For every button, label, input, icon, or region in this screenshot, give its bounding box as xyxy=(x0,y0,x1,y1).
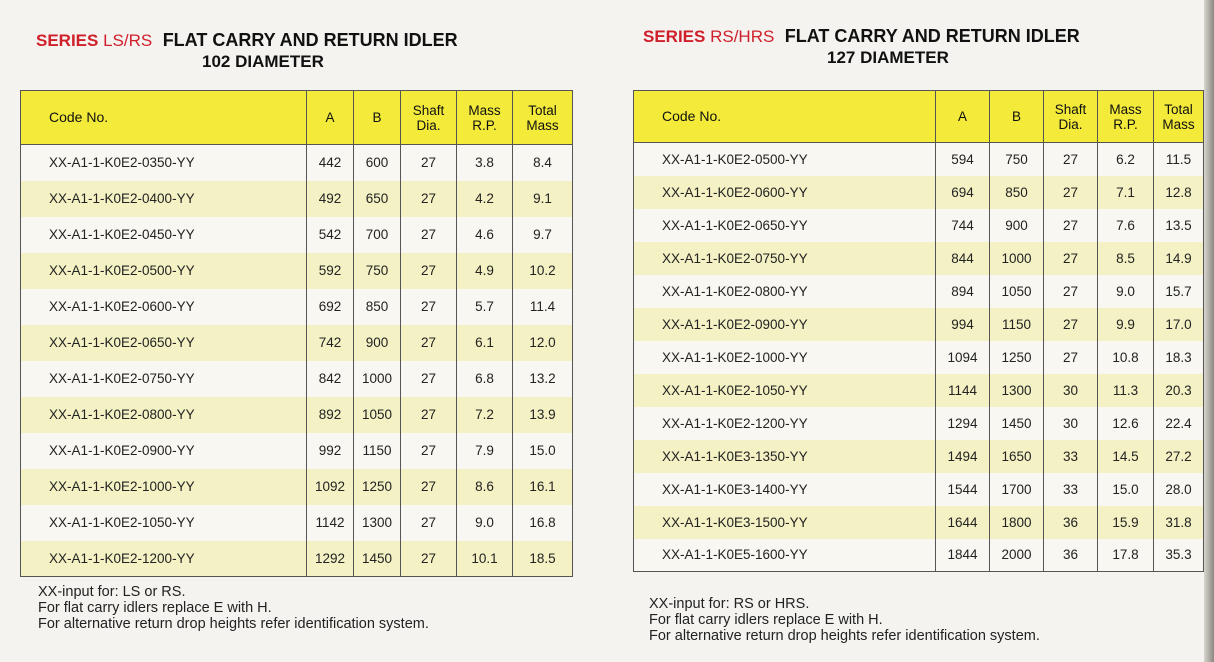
mass-rp-cell: 9.0 xyxy=(457,505,513,541)
right-note-flat-carry: For flat carry idlers replace E with H. xyxy=(649,612,883,628)
b-cell: 1300 xyxy=(990,374,1044,407)
a-cell: 694 xyxy=(936,176,990,209)
code-no-cell: XX-A1-1-K0E2-0750-YY xyxy=(21,361,307,397)
code-no-cell: XX-A1-1-K0E5-1600-YY xyxy=(634,539,936,572)
a-cell: 542 xyxy=(307,217,354,253)
code-no-cell: XX-A1-1-K0E2-0500-YY xyxy=(634,143,936,176)
a-cell: 492 xyxy=(307,181,354,217)
table-row xyxy=(21,145,573,181)
a-cell: 594 xyxy=(936,143,990,176)
b-cell: 1150 xyxy=(354,433,401,469)
left-notes xyxy=(38,584,429,632)
shaft-dia-cell: 36 xyxy=(1044,506,1098,539)
total-mass-header xyxy=(1154,91,1204,143)
a-cell: 844 xyxy=(936,242,990,275)
a-cell: 992 xyxy=(307,433,354,469)
shaft-dia-cell: 27 xyxy=(1044,209,1098,242)
code-no-cell: XX-A1-1-K0E2-0500-YY xyxy=(21,253,307,289)
mass-rp-cell: 3.8 xyxy=(457,145,513,181)
right-spec-table xyxy=(633,90,1204,572)
mass-rp-cell: 17.8 xyxy=(1098,539,1154,572)
b-cell: 600 xyxy=(354,145,401,181)
total-mass-cell: 15.0 xyxy=(513,433,573,469)
a-cell: 994 xyxy=(936,308,990,341)
mass-rp-cell: 6.1 xyxy=(457,325,513,361)
b-cell: 650 xyxy=(354,181,401,217)
table-row xyxy=(634,506,1204,539)
shaft-header-line2: Dia. xyxy=(416,117,441,133)
table-row xyxy=(21,397,573,433)
table-row xyxy=(634,242,1204,275)
total-mass-cell: 17.0 xyxy=(1154,308,1204,341)
total-mass-cell: 35.3 xyxy=(1154,539,1204,572)
shaft-dia-cell: 27 xyxy=(401,181,457,217)
total-mass-cell: 9.7 xyxy=(513,217,573,253)
shaft-header-line2: Dia. xyxy=(1058,116,1083,132)
right-heading xyxy=(643,26,1203,70)
shaft-dia-cell: 27 xyxy=(401,145,457,181)
table-row xyxy=(21,217,573,253)
total-header-line2: Mass xyxy=(1162,116,1195,132)
mass-rp-cell: 9.9 xyxy=(1098,308,1154,341)
a-cell: 1292 xyxy=(307,541,354,577)
a-cell: 1844 xyxy=(936,539,990,572)
shaft-dia-cell: 27 xyxy=(1044,176,1098,209)
mass-rp-cell: 6.2 xyxy=(1098,143,1154,176)
shaft-dia-cell: 27 xyxy=(401,253,457,289)
table-row xyxy=(21,361,573,397)
b-cell: 1650 xyxy=(990,440,1044,473)
total-mass-cell: 28.0 xyxy=(1154,473,1204,506)
b-cell: 1450 xyxy=(990,407,1044,440)
shaft-dia-cell: 27 xyxy=(1044,275,1098,308)
total-mass-cell: 20.3 xyxy=(1154,374,1204,407)
table-row xyxy=(21,289,573,325)
right-title: FLAT CARRY AND RETURN IDLER xyxy=(784,26,1080,46)
shaft-dia-header xyxy=(401,91,457,145)
b-cell: 850 xyxy=(990,176,1044,209)
code-no-cell: XX-A1-1-K0E2-0600-YY xyxy=(634,176,936,209)
b-cell: 850 xyxy=(354,289,401,325)
mass-rp-cell: 7.9 xyxy=(457,433,513,469)
right-header-row xyxy=(634,91,1204,143)
b-cell: 1000 xyxy=(354,361,401,397)
page-edge xyxy=(1204,0,1214,662)
a-cell: 742 xyxy=(307,325,354,361)
left-spec-table xyxy=(20,90,573,577)
total-mass-cell: 31.8 xyxy=(1154,506,1204,539)
mass-rp-cell: 4.2 xyxy=(457,181,513,217)
mass-rp-cell: 7.2 xyxy=(457,397,513,433)
b-cell: 2000 xyxy=(990,539,1044,572)
mass-rp-cell: 12.6 xyxy=(1098,407,1154,440)
shaft-dia-header xyxy=(1044,91,1098,143)
mass-rp-header xyxy=(457,91,513,145)
code-no-cell: XX-A1-1-K0E2-1200-YY xyxy=(634,407,936,440)
total-mass-cell: 10.2 xyxy=(513,253,573,289)
total-mass-cell: 11.4 xyxy=(513,289,573,325)
shaft-header-line1: Shaft xyxy=(1054,101,1087,117)
left-title: FLAT CARRY AND RETURN IDLER xyxy=(162,30,458,50)
mass-header-line1: Mass xyxy=(468,102,501,118)
table-row xyxy=(21,541,573,577)
b-cell: 1050 xyxy=(354,397,401,433)
shaft-dia-cell: 27 xyxy=(401,469,457,505)
total-header-line1: Total xyxy=(1164,101,1193,117)
total-mass-cell: 13.9 xyxy=(513,397,573,433)
mass-rp-cell: 11.3 xyxy=(1098,374,1154,407)
b-header: B xyxy=(354,91,401,145)
a-cell: 592 xyxy=(307,253,354,289)
shaft-dia-cell: 27 xyxy=(401,361,457,397)
mass-rp-cell: 9.0 xyxy=(1098,275,1154,308)
right-series-code: RS/HRS xyxy=(710,27,775,46)
code-no-cell: XX-A1-1-K0E2-0600-YY xyxy=(21,289,307,325)
mass-header-line2: R.P. xyxy=(472,117,497,133)
mass-rp-cell: 8.6 xyxy=(457,469,513,505)
a-cell: 842 xyxy=(307,361,354,397)
left-series-label xyxy=(36,31,152,50)
left-series-word: SERIES xyxy=(36,31,99,50)
shaft-dia-cell: 27 xyxy=(401,433,457,469)
shaft-dia-cell: 27 xyxy=(401,289,457,325)
b-cell: 750 xyxy=(990,143,1044,176)
a-header: A xyxy=(307,91,354,145)
table-row xyxy=(634,407,1204,440)
code-no-cell: XX-A1-1-K0E2-0650-YY xyxy=(634,209,936,242)
a-cell: 892 xyxy=(307,397,354,433)
total-mass-cell: 16.1 xyxy=(513,469,573,505)
total-mass-cell: 13.5 xyxy=(1154,209,1204,242)
shaft-dia-cell: 27 xyxy=(401,505,457,541)
b-cell: 1150 xyxy=(990,308,1044,341)
a-cell: 1644 xyxy=(936,506,990,539)
total-mass-cell: 15.7 xyxy=(1154,275,1204,308)
total-mass-cell: 18.5 xyxy=(513,541,573,577)
b-cell: 700 xyxy=(354,217,401,253)
code-no-cell: XX-A1-1-K0E2-0800-YY xyxy=(634,275,936,308)
code-no-cell: XX-A1-1-K0E2-0800-YY xyxy=(21,397,307,433)
code-no-cell: XX-A1-1-K0E3-1350-YY xyxy=(634,440,936,473)
left-note-return-drop: For alternative return drop heights refer identification system. xyxy=(38,616,429,632)
a-cell: 1294 xyxy=(936,407,990,440)
code-no-cell: XX-A1-1-K0E2-0650-YY xyxy=(21,325,307,361)
shaft-dia-cell: 27 xyxy=(401,397,457,433)
right-series-word: SERIES xyxy=(643,27,706,46)
total-mass-cell: 12.0 xyxy=(513,325,573,361)
total-mass-cell: 12.8 xyxy=(1154,176,1204,209)
code-no-cell: XX-A1-1-K0E2-1200-YY xyxy=(21,541,307,577)
left-spec-panel xyxy=(0,0,600,662)
mass-rp-cell: 10.1 xyxy=(457,541,513,577)
b-cell: 900 xyxy=(354,325,401,361)
b-cell: 1250 xyxy=(990,341,1044,374)
mass-rp-cell: 10.8 xyxy=(1098,341,1154,374)
mass-header-line2: R.P. xyxy=(1113,116,1138,132)
mass-rp-cell: 7.6 xyxy=(1098,209,1154,242)
right-notes xyxy=(649,596,1040,644)
a-cell: 442 xyxy=(307,145,354,181)
code-no-cell: XX-A1-1-K0E3-1500-YY xyxy=(634,506,936,539)
total-mass-cell: 13.2 xyxy=(513,361,573,397)
mass-rp-cell: 4.9 xyxy=(457,253,513,289)
mass-rp-cell: 7.1 xyxy=(1098,176,1154,209)
table-row xyxy=(634,176,1204,209)
shaft-dia-cell: 27 xyxy=(401,217,457,253)
table-row xyxy=(634,275,1204,308)
left-header-row xyxy=(21,91,573,145)
shaft-dia-cell: 30 xyxy=(1044,407,1098,440)
b-cell: 1300 xyxy=(354,505,401,541)
right-note-return-drop: For alternative return drop heights refer identification system. xyxy=(649,628,1040,644)
table-row xyxy=(634,341,1204,374)
total-mass-cell: 8.4 xyxy=(513,145,573,181)
code-no-cell: XX-A1-1-K0E2-0400-YY xyxy=(21,181,307,217)
a-cell: 692 xyxy=(307,289,354,325)
b-cell: 1700 xyxy=(990,473,1044,506)
mass-rp-cell: 15.9 xyxy=(1098,506,1154,539)
shaft-dia-cell: 27 xyxy=(401,541,457,577)
table-row xyxy=(634,209,1204,242)
right-spec-panel xyxy=(625,0,1214,662)
b-cell: 1050 xyxy=(990,275,1044,308)
a-cell: 1142 xyxy=(307,505,354,541)
total-mass-cell: 11.5 xyxy=(1154,143,1204,176)
code-no-cell: XX-A1-1-K0E2-1000-YY xyxy=(21,469,307,505)
table-row xyxy=(21,469,573,505)
mass-rp-cell: 5.7 xyxy=(457,289,513,325)
a-cell: 1092 xyxy=(307,469,354,505)
shaft-dia-cell: 27 xyxy=(1044,341,1098,374)
shaft-dia-cell: 33 xyxy=(1044,440,1098,473)
table-row xyxy=(634,440,1204,473)
shaft-dia-cell: 30 xyxy=(1044,374,1098,407)
mass-rp-cell: 8.5 xyxy=(1098,242,1154,275)
a-cell: 1144 xyxy=(936,374,990,407)
total-mass-cell: 22.4 xyxy=(1154,407,1204,440)
shaft-dia-cell: 33 xyxy=(1044,473,1098,506)
a-cell: 1094 xyxy=(936,341,990,374)
left-subtitle: 102 DIAMETER xyxy=(202,52,324,71)
code-no-cell: XX-A1-1-K0E3-1400-YY xyxy=(634,473,936,506)
mass-rp-header xyxy=(1098,91,1154,143)
shaft-dia-cell: 27 xyxy=(1044,143,1098,176)
table-row xyxy=(21,433,573,469)
shaft-dia-cell: 27 xyxy=(1044,242,1098,275)
table-row xyxy=(21,181,573,217)
table-row xyxy=(634,539,1204,572)
total-mass-header xyxy=(513,91,573,145)
right-subtitle: 127 DIAMETER xyxy=(827,48,949,67)
shaft-header-line1: Shaft xyxy=(412,102,445,118)
right-note-input: XX-input for: RS or HRS. xyxy=(649,596,810,612)
code-no-cell: XX-A1-1-K0E2-0350-YY xyxy=(21,145,307,181)
a-cell: 744 xyxy=(936,209,990,242)
total-header-line1: Total xyxy=(528,102,557,118)
mass-rp-cell: 14.5 xyxy=(1098,440,1154,473)
left-heading xyxy=(36,30,596,74)
left-note-flat-carry: For flat carry idlers replace E with H. xyxy=(38,600,272,616)
total-mass-cell: 16.8 xyxy=(513,505,573,541)
mass-header-line1: Mass xyxy=(1109,101,1142,117)
b-cell: 900 xyxy=(990,209,1044,242)
shaft-dia-cell: 27 xyxy=(401,325,457,361)
table-row xyxy=(634,143,1204,176)
code-no-cell: XX-A1-1-K0E2-1050-YY xyxy=(21,505,307,541)
code-no-cell: XX-A1-1-K0E2-0750-YY xyxy=(634,242,936,275)
mass-rp-cell: 6.8 xyxy=(457,361,513,397)
shaft-dia-cell: 27 xyxy=(1044,308,1098,341)
b-cell: 1450 xyxy=(354,541,401,577)
table-row xyxy=(21,505,573,541)
total-header-line2: Mass xyxy=(526,117,559,133)
b-header: B xyxy=(990,91,1044,143)
mass-rp-cell: 15.0 xyxy=(1098,473,1154,506)
total-mass-cell: 14.9 xyxy=(1154,242,1204,275)
a-header: A xyxy=(936,91,990,143)
code-no-cell: XX-A1-1-K0E2-0450-YY xyxy=(21,217,307,253)
b-cell: 750 xyxy=(354,253,401,289)
code-no-cell: XX-A1-1-K0E2-1000-YY xyxy=(634,341,936,374)
total-mass-cell: 9.1 xyxy=(513,181,573,217)
b-cell: 1000 xyxy=(990,242,1044,275)
code-no-cell: XX-A1-1-K0E2-1050-YY xyxy=(634,374,936,407)
a-cell: 894 xyxy=(936,275,990,308)
b-cell: 1800 xyxy=(990,506,1044,539)
table-row xyxy=(634,308,1204,341)
code-no-header: Code No. xyxy=(21,91,307,145)
a-cell: 1494 xyxy=(936,440,990,473)
table-row xyxy=(21,325,573,361)
code-no-cell: XX-A1-1-K0E2-0900-YY xyxy=(21,433,307,469)
total-mass-cell: 18.3 xyxy=(1154,341,1204,374)
left-note-input: XX-input for: LS or RS. xyxy=(38,584,186,600)
right-series-label xyxy=(643,27,774,46)
total-mass-cell: 27.2 xyxy=(1154,440,1204,473)
a-cell: 1544 xyxy=(936,473,990,506)
table-row xyxy=(634,473,1204,506)
table-row xyxy=(21,253,573,289)
table-row xyxy=(634,374,1204,407)
code-no-header: Code No. xyxy=(634,91,936,143)
shaft-dia-cell: 36 xyxy=(1044,539,1098,572)
code-no-cell: XX-A1-1-K0E2-0900-YY xyxy=(634,308,936,341)
left-series-code: LS/RS xyxy=(103,31,153,50)
mass-rp-cell: 4.6 xyxy=(457,217,513,253)
b-cell: 1250 xyxy=(354,469,401,505)
